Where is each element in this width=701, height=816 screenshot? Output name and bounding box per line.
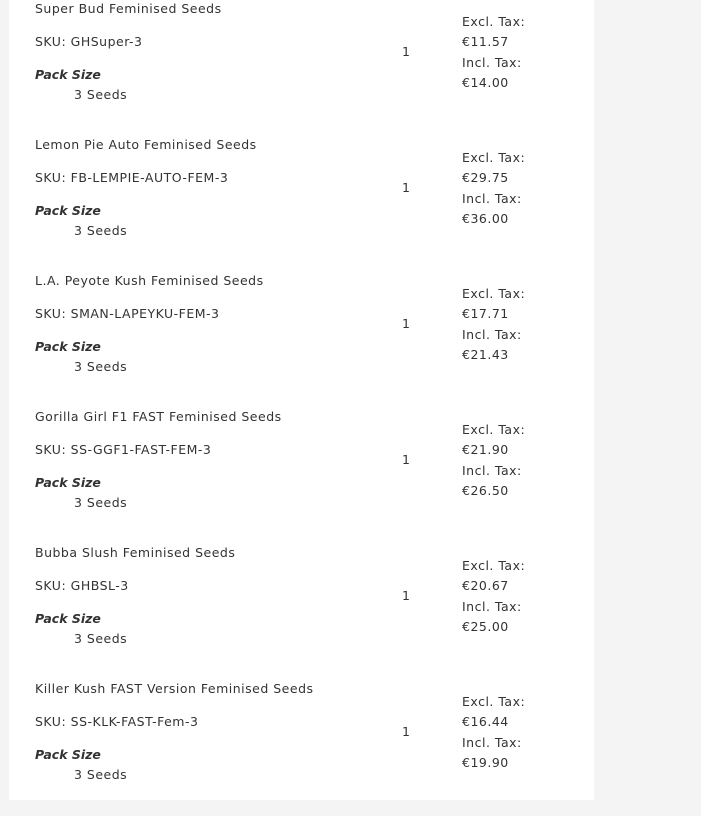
- incl-tax-label: Incl. Tax:: [462, 191, 522, 206]
- incl-tax-label: Incl. Tax:: [462, 463, 522, 478]
- incl-tax-label: Incl. Tax:: [462, 735, 522, 750]
- incl-tax-label: Incl. Tax:: [462, 599, 522, 614]
- incl-tax-price: €19.90: [462, 755, 509, 770]
- incl-tax-price: €26.50: [462, 483, 509, 498]
- option-value: 3 Seeds: [74, 495, 128, 510]
- order-item: [9, 136, 594, 272]
- item-quantity: 1: [402, 452, 410, 467]
- incl-tax-price: €21.43: [462, 347, 509, 362]
- item-quantity: 1: [402, 316, 410, 331]
- excl-tax-label: Excl. Tax:: [462, 558, 526, 573]
- item-quantity: 1: [402, 588, 410, 603]
- excl-tax-price: €11.57: [462, 34, 509, 49]
- excl-tax-price: €17.71: [462, 306, 509, 321]
- option-value: 3 Seeds: [74, 223, 128, 238]
- order-item: [9, 680, 594, 816]
- excl-tax-price: €20.67: [462, 578, 509, 593]
- product-name: Lemon Pie Auto Feminised Seeds: [35, 137, 257, 152]
- product-sku: SKU: SS-GGF1-FAST-FEM-3: [35, 442, 212, 457]
- product-name: Killer Kush FAST Version Feminised Seeds: [35, 681, 314, 696]
- option-label: Pack Size: [35, 203, 101, 218]
- excl-tax-price: €29.75: [462, 170, 509, 185]
- incl-tax-price: €14.00: [462, 75, 509, 90]
- excl-tax-label: Excl. Tax:: [462, 14, 526, 29]
- order-item: [9, 544, 594, 680]
- option-value: 3 Seeds: [74, 87, 128, 102]
- option-label: Pack Size: [35, 339, 101, 354]
- item-quantity: 1: [402, 44, 410, 59]
- order-item: [9, 408, 594, 544]
- incl-tax-price: €25.00: [462, 619, 509, 634]
- product-name: L.A. Peyote Kush Feminised Seeds: [35, 273, 264, 288]
- product-sku: SKU: GHBSL-3: [35, 578, 129, 593]
- item-quantity: 1: [402, 180, 410, 195]
- product-sku: SKU: GHSuper-3: [35, 34, 143, 49]
- product-name: Gorilla Girl F1 FAST Feminised Seeds: [35, 409, 282, 424]
- option-label: Pack Size: [35, 475, 101, 490]
- order-item: [9, 272, 594, 408]
- incl-tax-price: €36.00: [462, 211, 509, 226]
- option-value: 3 Seeds: [74, 359, 128, 374]
- option-label: Pack Size: [35, 67, 101, 82]
- product-name: Bubba Slush Feminised Seeds: [35, 545, 236, 560]
- incl-tax-label: Incl. Tax:: [462, 327, 522, 342]
- excl-tax-label: Excl. Tax:: [462, 694, 526, 709]
- excl-tax-price: €21.90: [462, 442, 509, 457]
- product-sku: SKU: FB-LEMPIE-AUTO-FEM-3: [35, 170, 229, 185]
- excl-tax-label: Excl. Tax:: [462, 150, 526, 165]
- option-value: 3 Seeds: [74, 767, 128, 782]
- order-item: [9, 0, 594, 136]
- excl-tax-label: Excl. Tax:: [462, 422, 526, 437]
- product-name: Super Bud Feminised Seeds: [35, 1, 222, 16]
- option-label: Pack Size: [35, 747, 101, 762]
- product-sku: SKU: SS-KLK-FAST-Fem-3: [35, 714, 199, 729]
- option-value: 3 Seeds: [74, 631, 128, 646]
- option-label: Pack Size: [35, 611, 101, 626]
- item-quantity: 1: [402, 724, 410, 739]
- order-items-panel: [9, 0, 594, 800]
- excl-tax-price: €16.44: [462, 714, 509, 729]
- excl-tax-label: Excl. Tax:: [462, 286, 526, 301]
- product-sku: SKU: SMAN-LAPEYKU-FEM-3: [35, 306, 220, 321]
- incl-tax-label: Incl. Tax:: [462, 55, 522, 70]
